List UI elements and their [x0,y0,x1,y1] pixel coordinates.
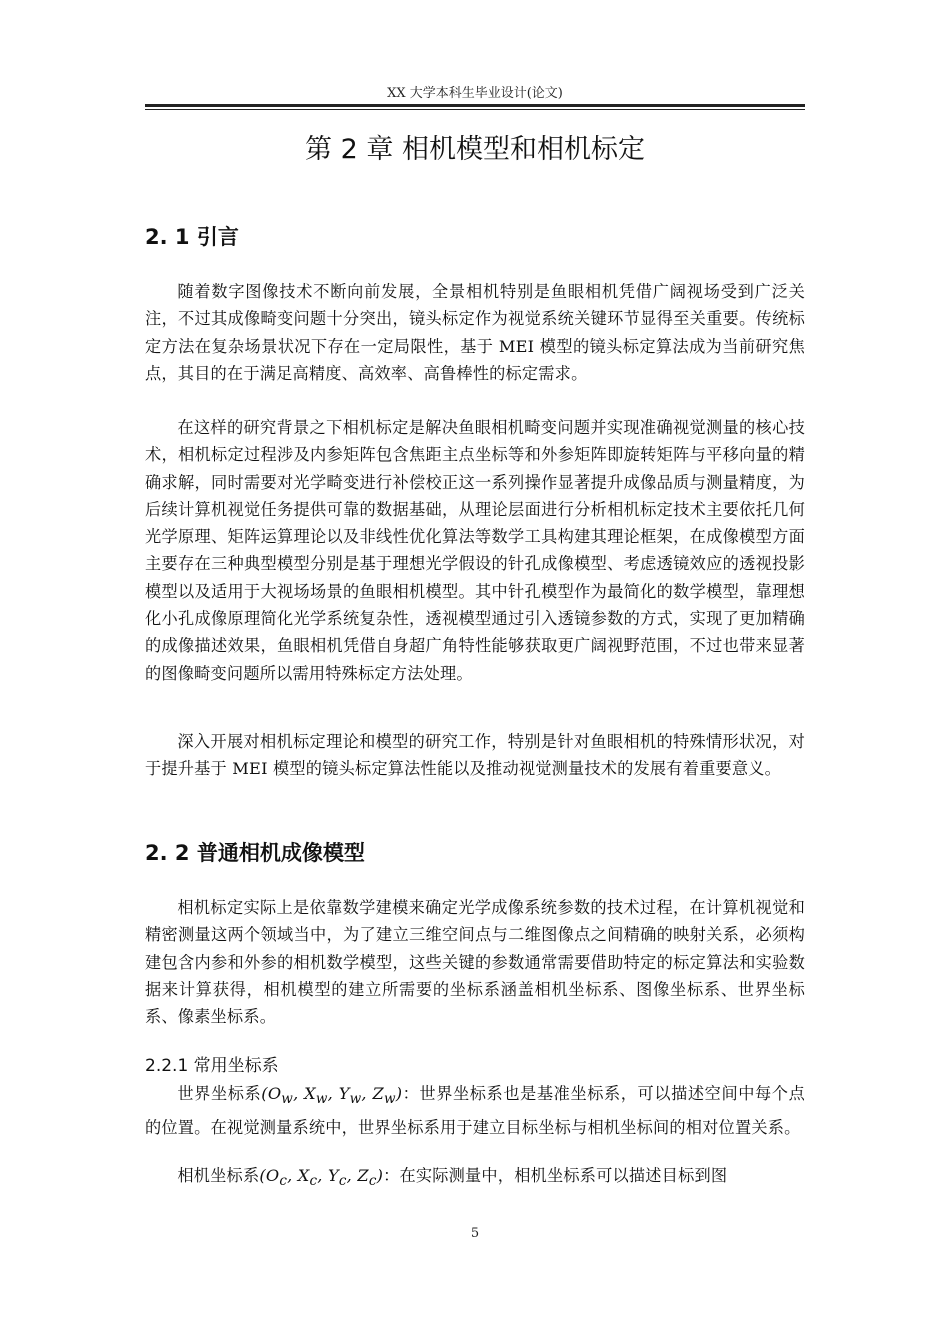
formula-camera: ($O_c$, $X_c$, $Y_c$, $Z_c$) [259,1166,384,1190]
paragraph-world-coordinate [145,1080,805,1141]
paragraph: 随着数字图像技术不断向前发展，全景相机特别是鱼眼相机凭借广阔视场受到广泛关注，不过其成像畸变问题十分突出，镜头标定作为视觉系统关键环节显得至关重要。传统标定方法在复杂场景状况下存在一定局限性，基于 MEI 模型的镜头标定算法成为当前研究焦点，其目的在于满足高精度、高效率、高鲁棒性的标定需求。 [145,282,805,383]
paragraph-camera-coordinate [145,1162,805,1196]
paragraph: 相机标定实际上是依靠数学建模来确定光学成像系统参数的技术过程，在计算机视觉和精密测量这两个领域当中，为了建立三维空间点与二维图像点之间精确的映射关系，必须构建包含内参和外参的相机数学模型，这些关键的参数通常需要借助特定的标定算法和实验数据来计算获得，相机模型的建立所需要的坐标系涵盖相机坐标系、图像坐标系、世界坐标系、像素坐标系。 [145,898,805,1027]
chapter-title: 第 2 章 相机模型和相机标定 [305,134,645,165]
world-coord-label: 世界坐标系 [177,1084,262,1103]
camera-coord-description: ：在实际测量中，相机坐标系可以描述目标到图 [383,1166,728,1185]
page-number: 5 [470,1226,480,1241]
camera-coord-label: 相机坐标系 [177,1166,260,1185]
paragraph: 在这样的研究背景之下相机标定是解决鱼眼相机畸变问题并实现准确视觉测量的核心技术，相机标定过程涉及内参矩阵包含焦距主点坐标等和外参矩阵即旋转矩阵与平移向量的精确求解，同时需要对光学畸变进行补偿校正这一系列操作显著提升成像品质与测量精度，为后续计算机视觉任务提供可靠的数据基础，从理论层面进行分析相机标定技术主要依托几何光学原理、矩阵运算理论以及非线性优化算法等数学工具构建其理论框架，在成像模型方面主要存在三种典型模型分别是基于理想光学假设的针孔成像模型、考虑透镜效应的透视投影模型以及适用于大视场场景的鱼眼相机模型。其中针孔模型作为最简化的数学模型，靠理想化小孔成像原理简化光学系统复杂性，透视模型通过引入透镜参数的方式，实现了更加精确的成像描述效果，鱼眼相机凭借自身超广角特性能够获取更广阔视野范围，不过也带来显著的图像畸变问题所以需用特殊标定方法处理。 [145,418,805,683]
formula-world: ($O_w$, $X_w$, $Y_w$, $Z_w$) [261,1084,403,1108]
world-coord-description: ：世界坐标系也是基准坐标系，可以描述空间中每个点的位置。在视觉测量系统中，世界坐标系用于建立目标坐标与相机坐标间的相对位置关系。 [145,1084,805,1137]
paragraph: 深入开展对相机标定理论和模型的研究工作，特别是针对鱼眼相机的特殊情形状况，对于提升基于 MEI 模型的镜头标定算法性能以及推动视觉测量技术的发展有着重要意义。 [145,732,805,779]
header-rule-thin [145,109,805,110]
section-heading-2-1: 2. 1 引言 [145,225,239,249]
page-header: XX 大学本科生毕业设计(论文) [387,86,563,101]
section-heading-2-2: 2. 2 普通相机成像模型 [145,841,365,865]
header-rule-thick [145,104,805,107]
subsection-heading-2-2-1: 2.2.1 常用坐标系 [145,1056,279,1076]
